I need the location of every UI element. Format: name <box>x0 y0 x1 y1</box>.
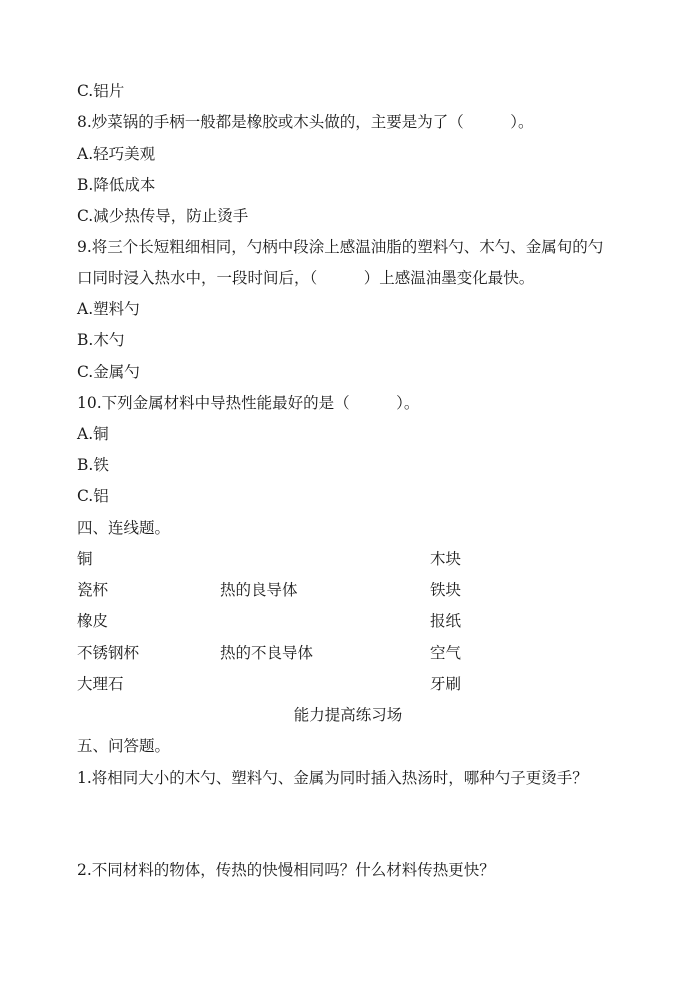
matching-middle-category: 热的良导体 <box>220 581 298 599</box>
q8-stem: 8.炒菜锅的手柄一般都是橡胶或木头做的，主要是为了（ ）。 <box>77 113 534 131</box>
ability-section-heading: 能力提高练习场 <box>293 706 403 724</box>
matching-row <box>77 674 462 694</box>
q9-option-b: B.木勺 <box>77 331 125 349</box>
q9-option-c: C.金属勺 <box>77 363 140 381</box>
q7-option-c: C.铝片 <box>77 82 125 100</box>
matching-row <box>77 549 462 569</box>
matching-left-item: 橡皮 <box>77 612 109 630</box>
q9-stem-line1: 9.将三个长短粗细相同，勺柄中段涂上感温油脂的塑料勺、木勺、金属旬的勺 <box>77 238 604 256</box>
q9-stem-line2: 口同时浸入热水中，一段时间后，（ ）上感温油墨变化最快。 <box>77 269 535 287</box>
matching-row <box>77 580 462 600</box>
section5-question-1: 1.将相同大小的木勺、塑料勺、金属为同时插入热汤时，哪种勺子更烫手？ <box>77 769 588 787</box>
matching-left-item: 不锈钢杯 <box>77 644 140 662</box>
q8-option-a: A.轻巧美观 <box>77 145 156 163</box>
matching-right-item: 报纸 <box>430 612 462 630</box>
q10-stem: 10.下列金属材料中导热性能最好的是（ ）。 <box>77 394 420 412</box>
matching-right-item: 铁块 <box>430 581 462 599</box>
matching-row <box>77 611 462 631</box>
q9-option-a: A.塑料勺 <box>77 300 140 318</box>
q8-option-c: C.减少热传导，防止烫手 <box>77 207 249 225</box>
matching-right-item: 牙刷 <box>430 675 462 693</box>
matching-left-item: 铜 <box>77 550 93 568</box>
section5-title: 五、问答题。 <box>77 737 171 755</box>
q10-option-a: A.铜 <box>77 425 109 443</box>
q8-option-b: B.降低成本 <box>77 176 156 194</box>
section4-title: 四、连线题。 <box>77 519 171 537</box>
section5-question-2: 2.不同材料的物体，传热的快慢相同吗？什么材料传热更快？ <box>77 861 495 879</box>
matching-row <box>77 643 462 663</box>
matching-right-item: 木块 <box>430 550 462 568</box>
matching-left-item: 瓷杯 <box>77 581 109 599</box>
q10-option-c: C.铝 <box>77 487 109 505</box>
q10-option-b: B.铁 <box>77 456 109 474</box>
matching-right-item: 空气 <box>430 644 462 662</box>
matching-left-item: 大理石 <box>77 675 124 693</box>
matching-middle-category: 热的不良导体 <box>220 644 314 662</box>
